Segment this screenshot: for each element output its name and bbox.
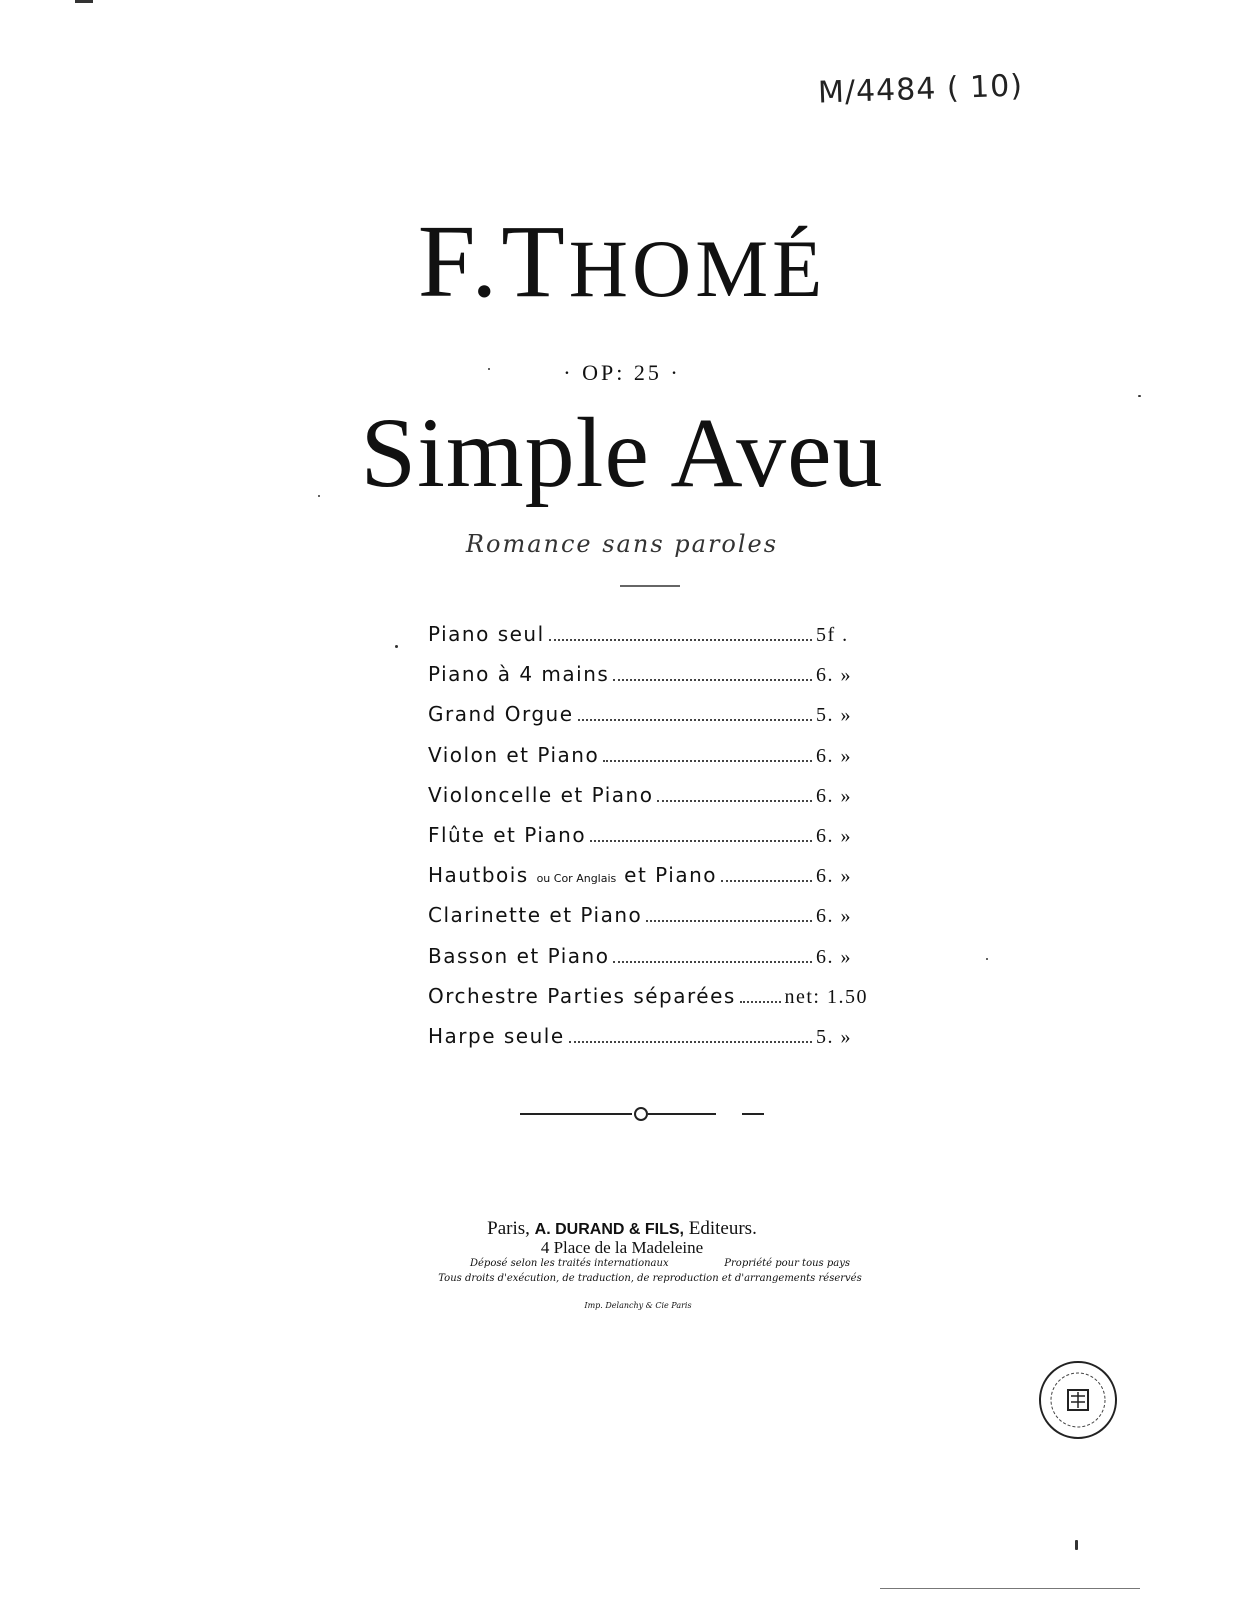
publisher-line: [0, 1218, 1244, 1240]
edition-price: 6. »: [816, 784, 852, 807]
edition-row: [428, 622, 868, 662]
composer-name: [0, 204, 1244, 319]
edition-label: Hautbois ou Cor Anglais et Piano: [428, 863, 717, 888]
edition-row: [428, 702, 868, 742]
edition-price: 5. »: [816, 1025, 852, 1048]
edition-price: net: 1.50: [784, 985, 868, 1008]
edition-row: [428, 903, 868, 943]
rights-line-1: [470, 1258, 850, 1269]
rights-right: Propriété pour tous pays: [724, 1258, 850, 1269]
dot-leader: [646, 906, 812, 922]
dot-leader: [657, 786, 812, 802]
edition-label: Violoncelle et Piano: [428, 782, 654, 807]
dot-leader: [603, 746, 812, 762]
editions-list: [428, 622, 868, 1064]
divider-line-right: [648, 1113, 716, 1115]
edition-price: 6. »: [816, 824, 852, 847]
edition-label: Basson et Piano: [428, 943, 610, 968]
publisher-address: 4 Place de la Madeleine: [540, 1238, 704, 1257]
edition-price: 5f .: [816, 624, 849, 646]
edition-label: Flûte et Piano: [428, 822, 587, 847]
work-title: Simple Aveu: [360, 397, 884, 508]
edition-label: Piano seul: [428, 622, 545, 646]
printer-credit: Imp. Delanchy & Cie Paris: [584, 1301, 692, 1310]
composer-name-first: T: [501, 204, 569, 319]
dot-leader: [740, 987, 781, 1003]
rights-left: Déposé selon les traités internationaux: [470, 1258, 669, 1269]
ornamental-divider: [520, 1106, 764, 1122]
paper-speck: [318, 495, 320, 497]
publisher-firm: A. DURAND & FILS,: [534, 1221, 684, 1238]
edition-price: 6. »: [816, 865, 852, 888]
composer-initial: F.: [417, 204, 502, 319]
dot-leader: [549, 625, 812, 641]
divider-dash: [742, 1113, 764, 1115]
edition-label: Violon et Piano: [428, 742, 600, 767]
dot-leader: [613, 665, 812, 681]
edition-price: 6. »: [816, 945, 852, 968]
composer-name-rest: HOMÉ: [568, 223, 827, 314]
publisher-city: Paris,: [487, 1218, 530, 1239]
edition-row: [428, 783, 868, 823]
paper-speck: [488, 368, 490, 370]
edition-label: Grand Orgue: [428, 702, 574, 727]
edition-row: [428, 984, 868, 1024]
paper-speck: [1075, 1540, 1078, 1550]
edition-label: Clarinette et Piano: [428, 903, 643, 928]
edition-row: [428, 944, 868, 984]
paper-speck: [1138, 395, 1141, 397]
edition-row: [428, 662, 868, 702]
edition-note: ou Cor Anglais: [536, 872, 617, 886]
dot-leader: [721, 866, 812, 882]
edition-price: 5. »: [816, 704, 852, 727]
edition-label: Orchestre Parties séparées: [428, 983, 736, 1008]
paper-speck: [395, 645, 398, 648]
edition-price: 6. »: [816, 744, 852, 767]
edition-row: [428, 863, 868, 903]
edition-row: [428, 1024, 868, 1064]
edition-row: [428, 743, 868, 783]
edition-label: Piano à 4 mains: [428, 662, 610, 687]
publisher-role: Editeurs.: [688, 1218, 757, 1239]
dot-leader: [569, 1027, 812, 1043]
paper-speck: [986, 958, 988, 960]
edition-row: [428, 823, 868, 863]
paper-edge-line: [880, 1588, 1140, 1589]
edition-price: 6. »: [816, 664, 852, 687]
divider-ring-icon: [634, 1107, 648, 1121]
edition-price: 6. »: [816, 905, 852, 928]
handwritten-shelfmark: M/4484 ( 10): [817, 68, 1024, 111]
paper-mark: [75, 0, 93, 3]
dot-leader: [613, 947, 812, 963]
opus-number: · OP: 25 ·: [563, 360, 681, 385]
library-stamp-icon: [1036, 1358, 1120, 1442]
work-subtitle: Romance sans paroles: [465, 530, 779, 558]
divider-line-left: [520, 1113, 632, 1115]
edition-label: Harpe seule: [428, 1023, 565, 1048]
dot-leader: [578, 705, 813, 721]
rights-line-2: Tous droits d'exécution, de traduction, de reproduction et d'arrangements réservés: [438, 1273, 862, 1284]
ornament-dash: [620, 585, 680, 587]
dot-leader: [590, 826, 812, 842]
